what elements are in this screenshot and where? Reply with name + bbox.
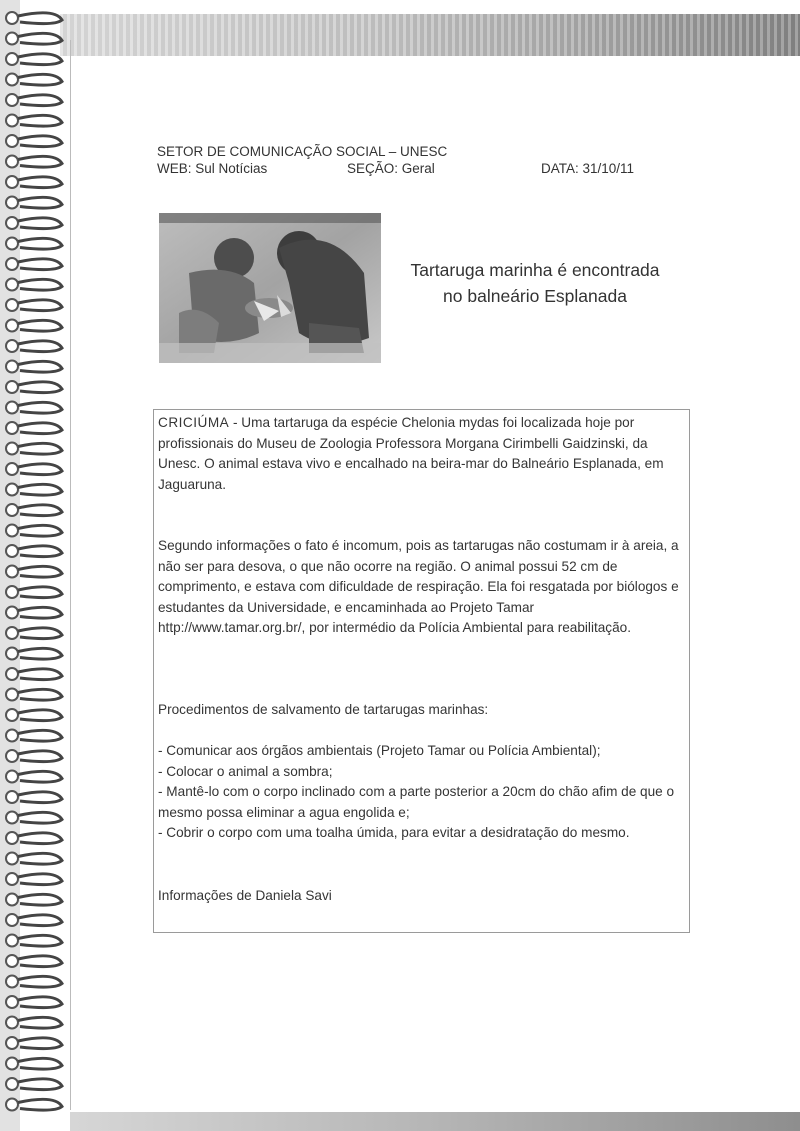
paragraph-2: Segundo informações o fato é incomum, pois as tartarugas não costumam ir à areia, a não ser para desova, o que não ocorre na região. O animal possui 52 cm de comprimento, e estava com dificuldade de respiração. Ela foi resgatada por biólogos e estudantes da Universidade, e encaminhada ao Projeto Tamar http://www.tamar.org.br/, por intermédio da Polícia Ambiental para reabilitação. <box>158 538 679 635</box>
scan-top-band <box>60 14 800 56</box>
lead-city: CRICIÚMA <box>158 415 230 430</box>
department-label: SETOR DE COMUNICAÇÃO SOCIAL – UNESC <box>157 144 448 159</box>
procedure-item: - Colocar o animal a sombra; <box>158 763 333 779</box>
title-line-1: Tartaruga marinha é encontrada <box>410 260 660 280</box>
procedure-item: - Cobrir o corpo com uma toalha úmida, para evitar a desidratação do mesmo. <box>158 825 630 840</box>
spiral-binding <box>0 0 78 1131</box>
procedures-heading: Procedimentos de salvamento de tartarugas marinhas: <box>158 701 489 717</box>
paragraph-1 <box>158 413 685 495</box>
article-title <box>385 257 685 309</box>
article-body <box>153 409 690 933</box>
section-label: SEÇÃO: Geral <box>347 161 435 176</box>
date-label: DATA: 31/10/11 <box>541 161 635 176</box>
news-photo <box>159 213 381 363</box>
paragraph-1-text: - Uma tartaruga da espécie Chelonia mydas foi localizada hoje por profissionais do Museu de Zoologia Professora Morgana Cirimbelli Gaidzinski, da Unesc. O animal estava vivo e encalhado na beira-mar do Balneário Esplanada, em Jaguaruna. <box>158 415 664 492</box>
scan-bottom-band <box>70 1112 800 1131</box>
title-line-2: no balneário Esplanada <box>443 286 627 306</box>
document-header <box>157 143 657 177</box>
procedure-item: - Mantê-lo com o corpo inclinado com a parte posterior a 20cm do chão afim de que o mesmo possa eliminar a agua engolida e; <box>158 784 675 820</box>
web-label: WEB: Sul Notícias <box>157 161 268 176</box>
procedure-item: - Comunicar aos órgãos ambientais (Projeto Tamar ou Polícia Ambiental); <box>158 743 601 758</box>
credit-line: Informações de Daniela Savi <box>158 887 332 903</box>
